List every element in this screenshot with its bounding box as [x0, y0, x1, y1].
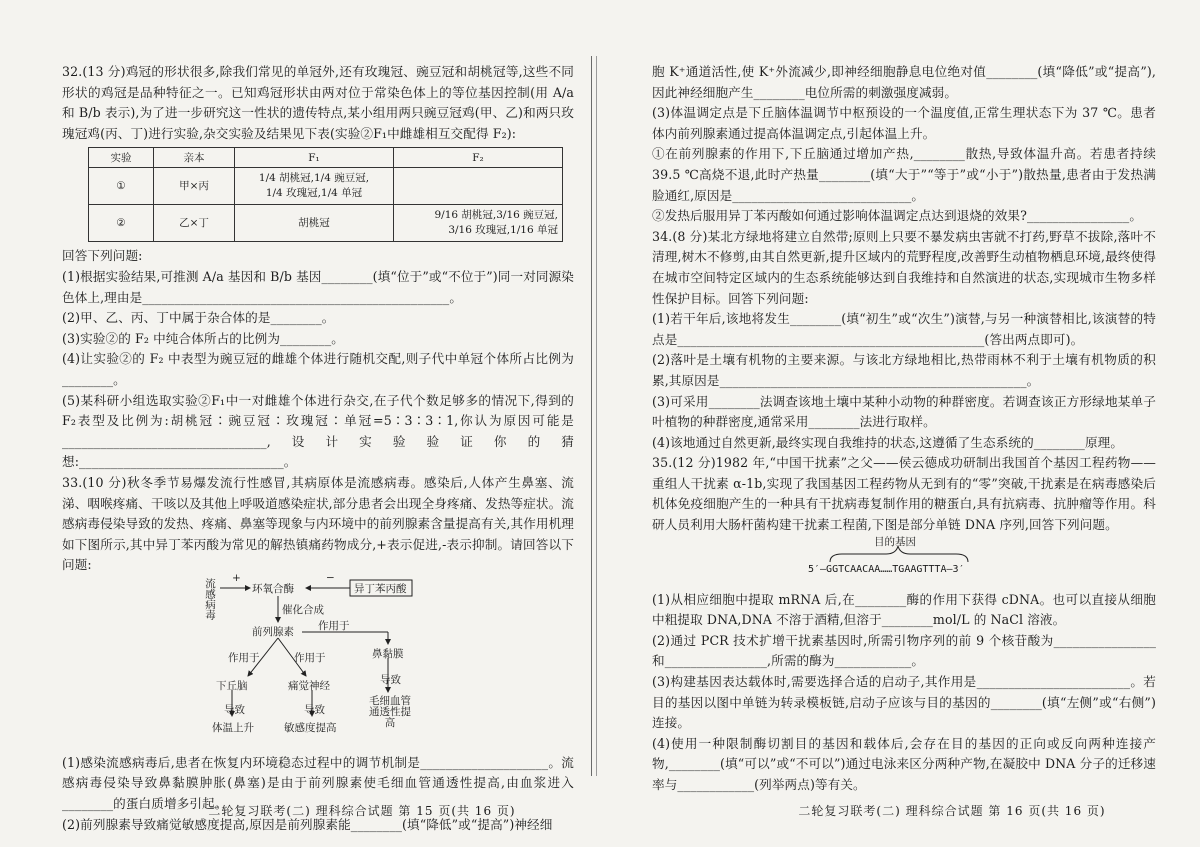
page-footer: 二轮复习联考(二) 理科综合试题 第 15 页(共 16 页) — [208, 804, 516, 818]
q34-1: (1)若干年后,该地将发生________(填“初生”或“次生”)演替,与另一种演替相比,该演替的特点是________________________________________________(答出两点即可)。 — [652, 311, 1156, 347]
q33-2: (2)前列腺素导致痛觉敏感度提高,原因是前列腺素能________(填“降低”或“提高”)神经细 — [62, 816, 553, 832]
hypothalamus-label: 下丘脑 — [216, 679, 248, 692]
pain-nerve-label: 痛觉神经 — [288, 679, 330, 692]
table-row — [89, 168, 563, 205]
temp-rise-label: 体温上升 — [212, 721, 254, 734]
q32-2: (2)甲、乙、丙、丁中属于杂合体的是________。 — [62, 310, 335, 326]
table-cell — [394, 168, 563, 205]
q32-intro: 32.(13 分)鸡冠的形状很多,除我们常见的单冠外,还有玫瑰冠、豌豆冠和胡桃冠等,这些不同形状的鸡冠是品种特征之一。已知鸡冠形状由两对位于常染色体上的等位基因控制(用 A/a 和 B/b 表示),为了进一步研究这一性状的遗传特点,某小组用两只豌豆冠鸡(甲、乙)和两只玫瑰冠鸡(丙、丁)进行实验,杂交实验及结果见下表(实验②F₁中雌雄相互交配得 F₂): — [62, 64, 574, 141]
q33-3b: ②发热后服用异丁苯丙酸如何通过影响体温调定点达到退烧的效果?________________。 — [652, 208, 1143, 224]
cell-line: 3/16 玫瑰冠,1/16 单冠 — [448, 224, 558, 237]
table-cell — [235, 168, 394, 205]
table-cell: 乙×丁 — [154, 205, 235, 242]
leads-label: 导致 — [380, 673, 401, 686]
table-header-row — [89, 148, 563, 168]
q32-1: (1)根据实验结果,可推测 A/a 基因和 B/b 基因________(填“位于”或“不位于”)同一对同源染色体上,理由是________________________________________________。 — [62, 268, 574, 305]
table-header: 实验 — [89, 148, 154, 168]
minus-sign: − — [326, 571, 335, 584]
q35-4: (4)使用一种限制酶切割目的基因和载体后,会存在目的基因的正向或反向两种连接产物,________(填“可以”或“不可以”)通过电泳来区分两种产物,在凝胶中 DNA 分子的迁移速率与____________(列举两点)等有关。 — [652, 735, 1156, 792]
q34-3: (3)可采用________法调查该地土壤中某种小动物的种群密度。若调查该正方形绿地某单子叶植物的种群密度,通常采用________法进行取样。 — [652, 393, 1156, 430]
table-cell: ② — [89, 205, 154, 242]
mucosa-label: 鼻黏膜 — [372, 647, 404, 660]
cell-line: 1/4 胡桃冠,1/4 豌豆冠, — [258, 172, 370, 185]
table-cell — [394, 205, 563, 242]
plus-sign: + — [232, 571, 241, 584]
cell-line: 胡桃冠 — [298, 216, 330, 229]
acts-on-label: 作用于 — [294, 651, 326, 664]
table-header: 亲本 — [154, 148, 235, 168]
virus-label: 流感病毒 — [204, 577, 216, 620]
q32-4: (4)让实验②的 F₂ 中表型为豌豆冠的雌雄个体进行随机交配,则子代中单冠个体所占比例为________。 — [62, 351, 574, 387]
q33-2-continued: 胞 K⁺通道活性,使 K⁺外流减少,即神经细胞静息电位绝对值________(填“降低”或“提高”),因此神经细胞产生________电位所需的刺激强度减弱。 — [652, 64, 1156, 100]
q34-4: (4)该地通过自然更新,最终实现自我维持的状态,这遵循了生态系统的________原理。 — [652, 434, 1124, 450]
q33-3a: ①在前列腺素的作用下,下丘脑通过增加产热,________散热,导致体温升高。若患者持续 39.5 ℃高烧不退,此时产热量________(填“大于”“等于”或“小于”)散热量,患者由于发热满脸通红,原因是____________________________。 — [652, 146, 1156, 203]
prostaglandin-label: 前列腺素 — [252, 625, 294, 638]
q34-intro: 34.(8 分)某北方绿地将建立自然带;原则上只要不暴发病虫害就不打药,野草不拔除,落叶不清理,树木不修剪,由其自然更新,提升区域内的荒野程度,改善野生动植物栖息环境,最终使得在城市空间特定区域内的生态系统能够达到自我维持和自然演进的状态,实现城市生物多样性保护目标。回答下列问题: — [652, 228, 1156, 306]
table-row — [89, 205, 563, 242]
gene-sequence-figure — [652, 535, 1156, 586]
cell-line: 9/16 胡桃冠,3/16 豌豆冠, — [434, 209, 558, 222]
catalyze-label: 催化合成 — [282, 603, 324, 616]
q34-2: (2)落叶是土壤有机物的主要来源。与该北方绿地相比,热带雨林不利于土壤有机物质的积累,其原因是________________________________________________。 — [652, 352, 1156, 388]
capillary-label: 毛细血管通透性提高 — [369, 694, 411, 729]
q32-prompt: 回答下列问题: — [62, 248, 143, 264]
page-footer: 二轮复习联考(二) 理科综合试题 第 16 页(共 16 页) — [798, 804, 1106, 818]
q35-intro: 35.(12 分)1982 年,“中国干扰素”之父——侯云德成功研制出我国首个基因工程药物——重组人干扰素 α-1b,实现了我国基因工程药物从无到有的“零”突破,干扰素是在病毒感染后机体免疫细胞产生的一种具有干扰病毒复制作用的糖蛋白,具有抗病毒、抗肿瘤等作用。科研人员利用大肠杆菌构建干扰素工程菌,下图是部分单链 DNA 序列,回答下列问题。 — [652, 455, 1156, 533]
q35-2: (2)通过 PCR 技术扩增干扰素基因时,所需引物序列的前 9 个核苷酸为________________和________________,所需的酶为____________。 — [652, 632, 1156, 669]
leads-label: 导致 — [224, 703, 245, 716]
table-header: F₂ — [394, 148, 563, 168]
enzyme-label: 环氧合酶 — [252, 582, 294, 595]
target-gene-label: 目的基因 — [874, 535, 916, 548]
q33-intro: 33.(10 分)秋冬季节易爆发流行性感冒,其病原体是流感病毒。感染后,人体产生鼻塞、流涕、咽喉疼痛、干咳以及其他上呼吸道感染症状,部分患者会出现全身疼痛、发热等症状。流感病毒侵染导致的发热、疼痛、鼻塞等现象与内环境中的前列腺素含量提高有关,其作用机理如下图所示,其中异丁苯丙酸为常见的解热镇痛药物成分,+表示促进,-表示抑制。请回答以下问题: — [62, 474, 574, 573]
q33-1: (1)感染流感病毒后,患者在恢复内环境稳态过程中的调节机制是____________________。流感病毒侵染导致鼻黏膜肿胀(鼻塞)是由于前列腺素使毛细血管通透性提高,由血浆进入________的蛋白质增多引起。 — [62, 754, 574, 812]
drug-label: 异丁苯丙酸 — [354, 582, 407, 595]
q32-3: (3)实验②的 F₂ 中纯合体所占的比例为________。 — [62, 330, 344, 346]
q32-5: (5)某科研小组选取实验②F₁中一对雌雄个体进行杂交,在子代个数足够多的情况下,得到的 F₂表型及比例为:胡桃冠∶豌豆冠∶玫瑰冠∶单冠=5∶3∶3∶1,你认为原因可能是________________________________,设计实验验证你的猜想:________________________________。 — [62, 392, 574, 470]
q35-3: (3)构建基因表达载体时,需要选择合适的启动子,其作用是________________________。若目的基因以图中单链为转录模板链,启动子应该与目的基因的________(填“左侧”或“右侧”)连接。 — [652, 674, 1156, 731]
leads-label: 导致 — [304, 703, 325, 716]
table-header: F₁ — [235, 148, 394, 168]
table-cell — [235, 205, 394, 242]
acts-on-label: 作用于 — [318, 619, 350, 632]
acts-on-label: 作用于 — [228, 651, 260, 664]
q33-3: (3)体温调定点是下丘脑体温调节中枢预设的一个温度值,正常生理状态下为 37 ℃。患者体内前列腺素通过提高体温调定点,引起体温上升。 — [652, 105, 1156, 141]
gene-sequence: 5′—GGTCAACAA……TGAAGTTTA—3′ — [808, 563, 965, 575]
right-page — [600, 0, 1200, 847]
q35-1: (1)从相应细胞中提取 mRNA 后,在________酶的作用下获得 cDNA。也可以直接从细胞中粗提取 DNA,DNA 不溶于酒精,但溶于________mol/L 的 NaCl 溶液。 — [652, 591, 1156, 628]
cross-table — [88, 147, 563, 242]
table-cell: ① — [89, 168, 154, 205]
sensitivity-label: 敏感度提高 — [284, 721, 337, 734]
cell-line: 1/4 玫瑰冠,1/4 单冠 — [265, 187, 363, 200]
table-cell: 甲×丙 — [154, 168, 235, 205]
mechanism-diagram — [202, 571, 562, 750]
